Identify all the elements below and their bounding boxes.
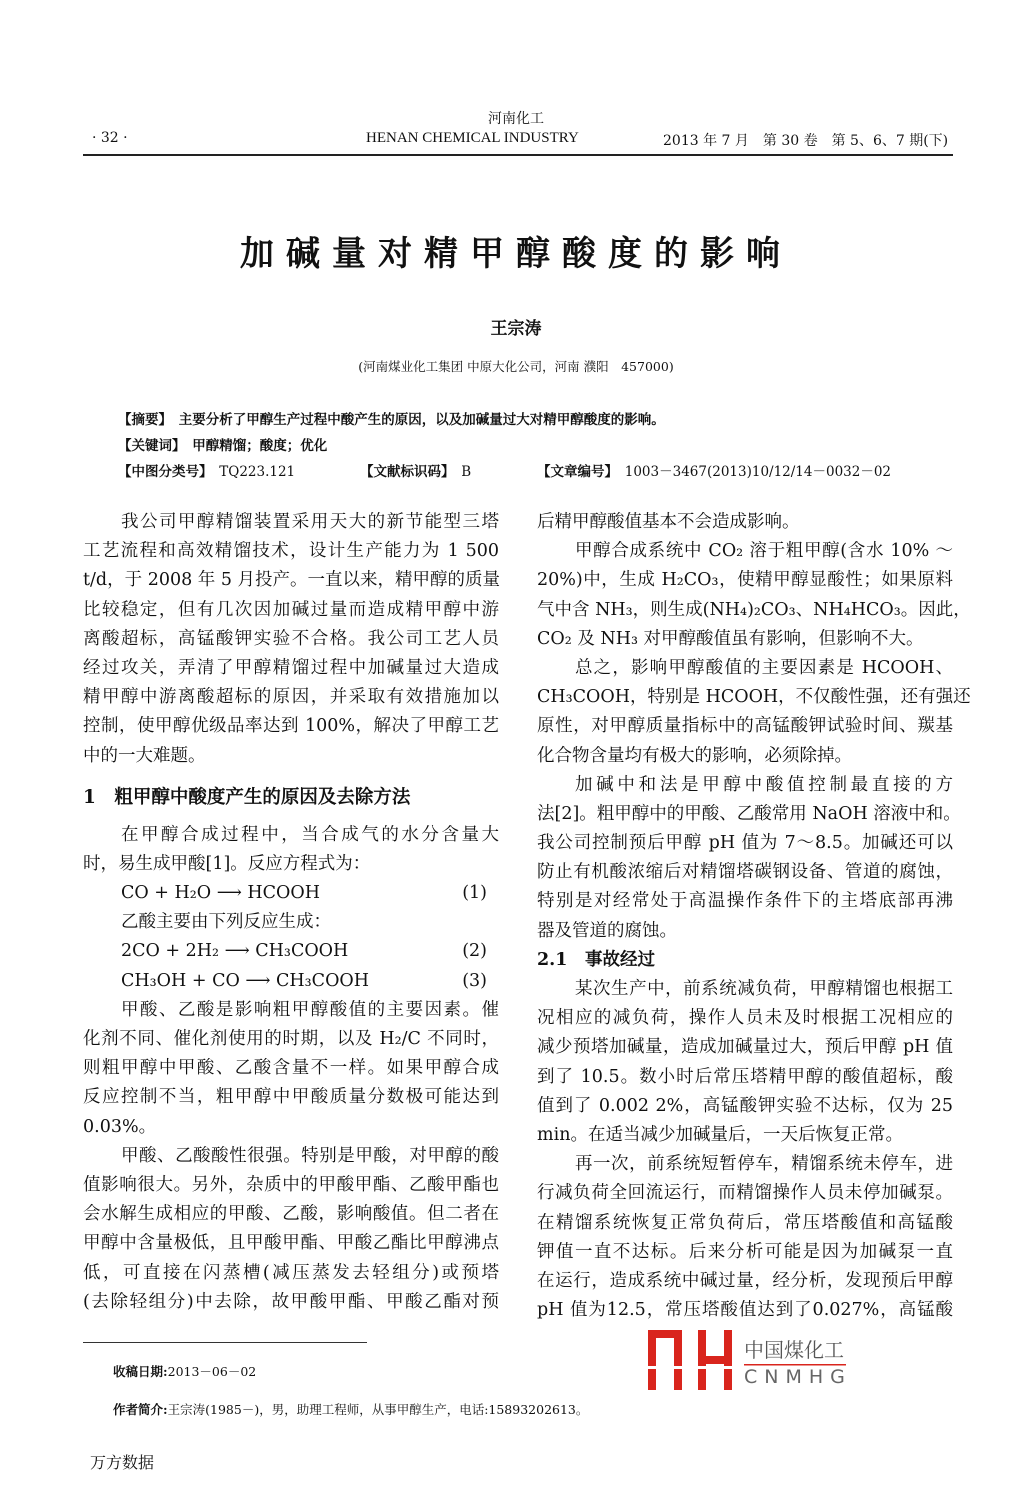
clc-label: 【中图分类号】: [118, 464, 206, 480]
text-line: 经过攻关，弄清了甲醇精馏过程中加碱量过大造成: [83, 657, 499, 678]
text-line: 在精馏系统恢复正常负荷后，常压塔酸值和高锰酸: [537, 1212, 953, 1233]
text-line: 减少预塔加碱量，造成加碱量过大，预后甲醇 pH 值: [537, 1037, 953, 1058]
page-number: · 32 ·: [92, 130, 128, 146]
header-rule: [83, 154, 953, 156]
article-no-label: 【文章编号】: [537, 464, 612, 480]
text-line: 低，可直接在闪蒸槽(减压蒸发去轻组分)或预塔: [83, 1262, 499, 1283]
keywords-text: 甲醇精馏；酸度；优化: [192, 438, 328, 454]
text-line: 行减负荷全回流运行，而精馏操作人员未停加碱泵。: [537, 1183, 953, 1204]
left-column: [83, 508, 499, 1317]
doc-code-label: 【文献标识码】: [360, 464, 448, 480]
equation-number: (1): [462, 883, 487, 904]
document-code: [360, 460, 471, 480]
received-label: 收稿日期:: [113, 1364, 168, 1379]
text-line: 甲酸、乙酸是影响粗甲醇酸值的主要因素。催: [121, 999, 499, 1020]
abstract-label: 【摘要】: [118, 412, 166, 428]
text-line: 我公司甲醇精馏装置采用天大的新节能型三塔: [121, 512, 499, 532]
text-line: 会水解生成相应的甲酸、乙酸，影响酸值。但二者在: [83, 1204, 499, 1225]
text-line: 法[2]。粗甲醇中的甲酸、乙酸常用 NaOH 溶液中和。: [537, 803, 961, 824]
text-line: 时，易生成甲酸[1]。反应方程式为：: [83, 853, 371, 874]
text-line: 在运行，造成系统中碱过量，经分析，发现预后甲醇: [537, 1270, 953, 1291]
issue-info: 2013 年 7 月 第 30 卷 第 5、6、7 期(下): [663, 133, 949, 149]
text-line: 再一次，前系统短暂停车，精馏系统未停车，进: [575, 1154, 953, 1175]
keywords-label: 【关键词】: [118, 438, 179, 454]
equation-number: (3): [462, 970, 487, 991]
section-heading: 1 粗甲醇中酸度产生的原因及去除方法: [83, 786, 411, 808]
text-line: 中的一大难题。: [83, 745, 206, 766]
text-line: 特别是对经常处于高温操作条件下的主塔底部再沸: [537, 891, 953, 912]
wanfang-watermark: 万方数据: [90, 1453, 155, 1472]
text-line: 甲酸、乙酸酸性很强。特别是甲酸，对甲醇的酸: [121, 1145, 499, 1166]
text-line: 甲醇中含量极低，且甲酸甲酯、甲酸乙酯比甲醇沸点: [83, 1233, 499, 1254]
text-line: 反应控制不当，粗甲醇中甲酸质量分数极可能达到: [83, 1087, 499, 1108]
text-line: 值影响很大。另外，杂质中的甲酸甲酯、乙酸甲酯也: [83, 1174, 499, 1195]
text-line: 气中含 NH₃，则生成(NH₄)₂CO₃、NH₄HCO₃。因此，: [537, 599, 971, 620]
equation-2: [83, 937, 499, 966]
text-line: 甲醇合成系统中 CO₂ 溶于粗甲醇(含水 10% ～: [575, 541, 953, 562]
cnmhg-logo: [648, 1328, 858, 1392]
logo-en-text: CNMHG: [744, 1366, 852, 1388]
text-line: 钾值一直不达标。后来分析可能是因为加碱泵一直: [537, 1241, 953, 1262]
text-line: 工艺流程和高效精馏技术，设计生产能力为 1 500: [83, 541, 499, 562]
received-date: [113, 1362, 256, 1380]
text-line: 原性，对甲醇质量指标中的高锰酸钾试验时间、羰基: [537, 716, 953, 737]
clc-number: [118, 460, 295, 480]
equation-number: (2): [462, 941, 487, 962]
text-line: 则粗甲醇中甲酸、乙酸含量不一样。如果甲醇合成: [83, 1058, 499, 1079]
logo-cn-text: 中国煤化工: [744, 1338, 844, 1362]
text-line: 值到了 0.002 2%，高锰酸钾实验不达标，仅为 25: [537, 1095, 953, 1116]
text-line: CO₂ 及 NH₃ 对甲醇酸值虽有影响，但影响不大。: [537, 628, 924, 649]
journal-name-en: HENAN CHEMICAL INDUSTRY: [366, 130, 579, 146]
text-line: 加碱中和法是甲醇中酸值控制最直接的方: [575, 774, 953, 795]
text-line: 后精甲醇酸值基本不会造成影响。: [537, 512, 800, 532]
equation-3: [83, 967, 499, 996]
author-bio-text: 王宗涛(1985－)，男，助理工程师，从事甲醇生产，电话:15893202613。: [167, 1402, 589, 1417]
article-number: [537, 460, 891, 480]
abstract-text: 主要分析了甲醇生产过程中酸产生的原因，以及加碱量过大对精甲醇酸度的影响。: [178, 412, 665, 428]
footnote-rule: [83, 1342, 367, 1343]
doc-code-value: B: [461, 464, 472, 480]
text-line: 20%)中，生成 H₂CO₃，使精甲醇显酸性；如果原料: [537, 570, 953, 591]
journal-name-cn: 河南化工: [488, 111, 544, 127]
author-bio: [113, 1400, 588, 1418]
text-line: CH₃COOH，特别是 HCOOH，不仅酸性强，还有强还: [537, 687, 971, 708]
keywords: [118, 434, 327, 454]
text-line: pH 值为12.5，常压塔酸值达到了0.027%，高锰酸: [537, 1300, 953, 1321]
article-no-value: 1003－3467(2013)10/12/14－0032－02: [624, 464, 892, 480]
text-line: 我公司控制预后甲醇 pH 值为 7～8.5。加碱还可以: [537, 833, 953, 854]
text-line: 控制，使甲醇优级品率达到 100%，解决了甲醇工艺: [83, 716, 499, 737]
text-line: 况相应的减负荷，操作人员未及时根据工况相应的: [537, 1008, 953, 1029]
text-line: 离酸超标，高锰酸钾实验不合格。我公司工艺人员: [83, 628, 499, 649]
text-line: 0.03%。: [83, 1116, 157, 1137]
author: 王宗涛: [490, 319, 542, 339]
text-line: 在甲醇合成过程中，当合成气的水分含量大: [121, 824, 499, 845]
text-line: 比较稳定，但有几次因加碱过量而造成精甲醇中游: [83, 599, 499, 620]
right-column: [537, 508, 971, 1325]
text-line: t/d，于 2008 年 5 月投产。一直以来，精甲醇的质量: [83, 570, 501, 591]
author-bio-label: 作者简介:: [113, 1402, 168, 1417]
text-line: 化剂不同、催化剂使用的时期，以及 H₂/C 不同时，: [83, 1029, 499, 1049]
affiliation: (河南煤业化工集团 中原大化公司，河南 濮阳 457000): [358, 359, 674, 374]
text-line: (去除轻组分)中去除，故甲酸甲酯、甲酸乙酯对预: [83, 1291, 499, 1312]
text-line: 防止有机酸浓缩后对精馏塔碳钢设备、管道的腐蚀，: [537, 862, 953, 883]
text-line: 器及管道的腐蚀。: [537, 920, 677, 941]
equation-formula: CH₃OH + CO ⟶ CH₃COOH: [121, 970, 370, 991]
text-line: 某次生产中，前系统减负荷，甲醇精馏也根据工: [575, 979, 953, 999]
equation-formula: 2CO + 2H₂ ⟶ CH₃COOH: [121, 941, 349, 962]
text-line: 乙酸主要由下列反应生成：: [121, 912, 331, 933]
received-value: 2013－06－02: [167, 1364, 257, 1379]
text-line: 精甲醇中游离酸超标的原因，并采取有效措施加以: [83, 687, 499, 708]
subsection-heading: 2.1 事故经过: [537, 949, 655, 970]
text-line: 化合物含量均有极大的影响，必须除掉。: [537, 745, 852, 766]
text-line: 到了 10.5。数小时后常压塔精甲醇的酸值超标，酸: [537, 1066, 953, 1087]
article-title: 加碱量对精甲醇酸度的影响: [240, 234, 792, 274]
abstract: [118, 408, 665, 428]
equation-formula: CO + H₂O ⟶ HCOOH: [121, 883, 320, 904]
text-line: 总之，影响甲醇酸值的主要因素是 HCOOH、: [575, 657, 953, 678]
equation-1: [83, 879, 499, 908]
clc-value: TQ223.121: [219, 464, 296, 480]
text-line: min。在适当减少加碱量后，一天后恢复正常。: [537, 1124, 903, 1145]
